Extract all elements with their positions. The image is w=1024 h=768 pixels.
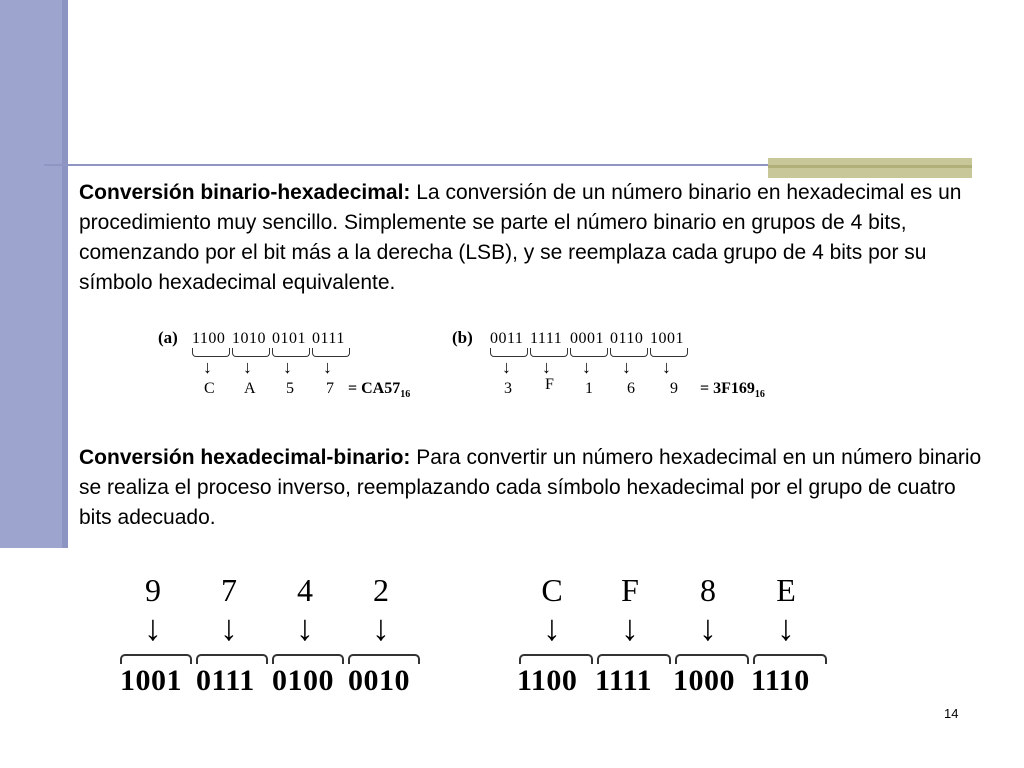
figure-a-result-value: = CA57 — [348, 380, 401, 397]
brace — [570, 348, 608, 357]
brace — [490, 348, 528, 357]
down-arrow-icon: ↓ — [243, 357, 252, 377]
figure-b-result-base: 16 — [754, 389, 765, 401]
hex-digit: C — [541, 572, 563, 608]
down-arrow-icon: ↓ — [220, 608, 238, 648]
example-hex-cf8e — [515, 572, 835, 702]
brace — [120, 654, 192, 664]
figure-a-group: 1010 — [232, 330, 266, 347]
brace — [675, 654, 749, 664]
section-hex-to-binary — [79, 443, 984, 533]
brace — [192, 348, 230, 357]
figure-a-group: 1100 — [192, 330, 226, 347]
hex-digit: 7 — [326, 380, 334, 397]
section-binary-to-hex-body: La conversión de un número binario en hexadecimal es un procedimiento muy sencillo. Simplemente se parte el número binario en grupos de 4 bits, comenzando por el bit más a la derecha (LSB), y se reemplaza cada grupo de 4 bits por su símbolo hexadecimal equivalente. — [79, 181, 962, 294]
brace — [196, 654, 268, 664]
binary-group: 1001 — [120, 664, 182, 697]
hex-digit: 7 — [221, 572, 237, 608]
hex-digit: 2 — [373, 572, 389, 608]
brace — [272, 348, 310, 357]
hex-digit: C — [204, 380, 215, 397]
down-arrow-icon: ↓ — [323, 357, 332, 377]
figure-b-group: 0110 — [610, 330, 644, 347]
figure-a-result — [348, 380, 410, 400]
figure-b-group: 1001 — [650, 330, 684, 347]
down-arrow-icon: ↓ — [622, 357, 631, 377]
hex-digit: 5 — [286, 380, 294, 397]
down-arrow-icon: ↓ — [777, 608, 795, 648]
accent-block — [768, 158, 972, 178]
brace — [753, 654, 827, 664]
down-arrow-icon: ↓ — [502, 357, 511, 377]
down-arrow-icon: ↓ — [144, 608, 162, 648]
brace — [650, 348, 688, 357]
binary-group: 1110 — [751, 664, 810, 697]
figure-b-group: 0001 — [570, 330, 604, 347]
hex-digit: A — [244, 380, 256, 397]
down-arrow-icon: ↓ — [699, 608, 717, 648]
side-bar-decoration — [0, 0, 68, 548]
hex-digit: 1 — [585, 380, 593, 397]
side-bar-shade — [62, 0, 68, 548]
hex-digit: 4 — [297, 572, 313, 608]
down-arrow-icon: ↓ — [283, 357, 292, 377]
binary-group: 1000 — [673, 664, 735, 697]
binary-group: 1111 — [595, 664, 653, 697]
down-arrow-icon: ↓ — [296, 608, 314, 648]
hex-digit: F — [545, 376, 554, 393]
section-hex-to-binary-body: Para convertir un número hexadecimal en un número binario se realiza el proceso inverso, reemplazando cada símbolo hexadecimal por el grupo de cuatro bits adecuado. — [79, 446, 982, 529]
hex-digit: 9 — [670, 380, 678, 397]
figure-b-result — [700, 380, 765, 400]
hex-digit: 6 — [627, 380, 635, 397]
section-hex-to-binary-heading: Conversión hexadecimal-binario: — [79, 446, 411, 469]
figure-b-label: (b) — [452, 328, 473, 347]
brace — [610, 348, 648, 357]
brace — [530, 348, 568, 357]
page-number: 14 — [944, 706, 959, 721]
hex-digit: 8 — [700, 572, 716, 608]
down-arrow-icon: ↓ — [203, 357, 212, 377]
figure-a-result-base: 16 — [400, 389, 411, 401]
example-hex-9742 — [118, 572, 428, 702]
binary-group: 1100 — [517, 664, 578, 697]
brace — [272, 654, 344, 664]
figure-a-group: 0101 — [272, 330, 306, 347]
hex-digit: F — [621, 572, 639, 608]
binary-group: 0111 — [196, 664, 255, 697]
hex-digit: 3 — [504, 380, 512, 397]
brace — [597, 654, 671, 664]
binary-group: 0100 — [272, 664, 334, 697]
figure-b-result-value: = 3F169 — [700, 380, 755, 397]
section-binary-to-hex-heading: Conversión binario-hexadecimal: — [79, 181, 411, 204]
binary-group: 0010 — [348, 664, 410, 697]
down-arrow-icon: ↓ — [621, 608, 639, 648]
down-arrow-icon: ↓ — [372, 608, 390, 648]
figure-a — [158, 324, 443, 404]
brace — [348, 654, 420, 664]
hex-digit: E — [776, 572, 796, 608]
down-arrow-icon: ↓ — [542, 357, 551, 377]
section-binary-to-hex — [79, 178, 984, 318]
brace — [312, 348, 350, 357]
brace — [232, 348, 270, 357]
accent-block-line — [768, 165, 972, 168]
figure-b — [452, 324, 787, 404]
down-arrow-icon: ↓ — [543, 608, 561, 648]
down-arrow-icon: ↓ — [662, 357, 671, 377]
title-rule — [44, 164, 768, 166]
figure-a-label: (a) — [158, 328, 178, 347]
figure-b-group: 1111 — [530, 330, 563, 347]
figure-b-group: 0011 — [490, 330, 524, 347]
brace — [519, 654, 593, 664]
figure-a-group: 0111 — [312, 330, 345, 347]
down-arrow-icon: ↓ — [582, 357, 591, 377]
hex-digit: 9 — [145, 572, 161, 608]
